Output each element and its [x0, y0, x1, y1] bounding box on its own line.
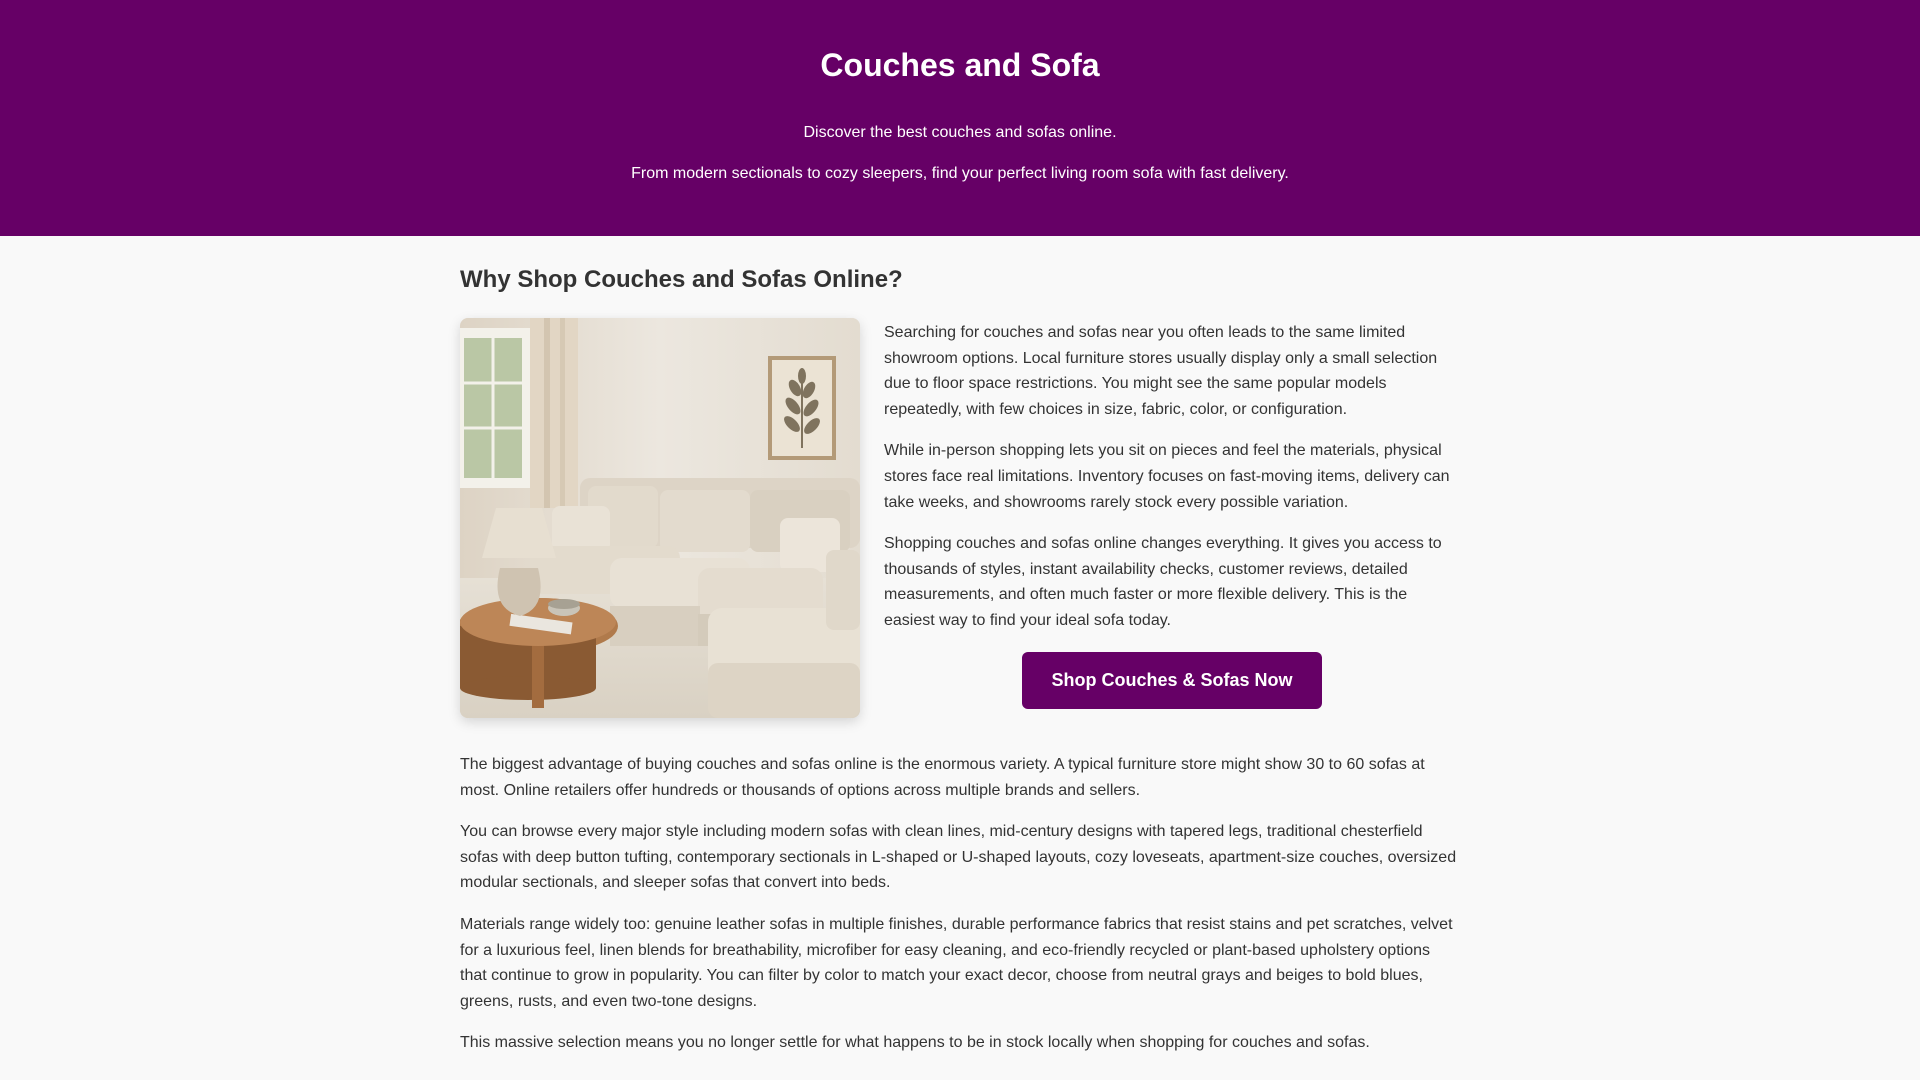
sofa-illustration	[460, 318, 860, 718]
hero-banner	[0, 0, 1920, 236]
body-paragraph: The biggest advantage of buying couches and sofas online is the enormous variety. A typical furniture store might show 30 to 60 sofas at most. Online retailers offer hundreds or thousands of options across multiple brands and sellers.	[460, 756, 1425, 799]
hero-tagline: From modern sectionals to cozy sleepers, find your perfect living room sofa with fast delivery.	[631, 165, 1289, 182]
intro-text-column	[884, 318, 1460, 709]
body-text	[460, 752, 1460, 1080]
intro-paragraph: Searching for couches and sofas near you often leads to the same limited showroom options. Local furniture stores usually display only a small selection due to floor space restrictions. You might see the same popular models repeatedly, with few choices in size, fabric, color, or configuration.	[884, 324, 1438, 418]
main-content	[460, 265, 1460, 1080]
cta-wrapper	[884, 652, 1460, 709]
intro-paragraph: While in-person shopping lets you sit on pieces and feel the materials, physical stores face real limitations. Inventory focuses on fast-moving items, delivery can take weeks, and showrooms rarely stock every possible variation.	[884, 442, 1450, 511]
sofa-room-image	[460, 318, 860, 718]
body-paragraph: You can browse every major style including modern sofas with clean lines, mid-century designs with tapered legs, traditional chesterfield sofas with deep button tufting, contemporary sectionals in L-shaped or U-shaped layouts, cozy loveseats, apartment-size couches, oversized modular sectionals, and sleeper sofas that convert into beds.	[460, 823, 1457, 892]
shop-now-button[interactable]: Shop Couches & Sofas Now	[1022, 652, 1321, 709]
body-paragraph-clipped	[460, 1072, 1460, 1080]
section-title: Why Shop Couches and Sofas Online?	[460, 266, 903, 293]
page-title: Couches and Sofa	[820, 47, 1100, 83]
body-paragraph: This massive selection means you no longer settle for what happens to be in stock locally when shopping for couches and sofas.	[460, 1034, 1370, 1052]
hero-subtitle: Discover the best couches and sofas online.	[803, 124, 1117, 141]
intro-paragraph: Shopping couches and sofas online changes everything. It gives you access to thousands of styles, instant availability checks, customer reviews, detailed measurements, and often much faster or more flexible delivery. This is the easiest way to find your ideal sofa today.	[884, 535, 1442, 629]
body-paragraph: Materials range widely too: genuine leather sofas in multiple finishes, durable performance fabrics that resist stains and pet scratches, velvet for a luxurious feel, linen blends for breathability, microfiber for easy cleaning, and eco-friendly recycled or plant-based upholstery options that continue to grow in popularity. You can filter by color to match your exact decor, choose from neutral grays and beiges to bold blues, greens, rusts, and even two-tone designs.	[460, 915, 1453, 1010]
intro-split	[460, 318, 1460, 718]
